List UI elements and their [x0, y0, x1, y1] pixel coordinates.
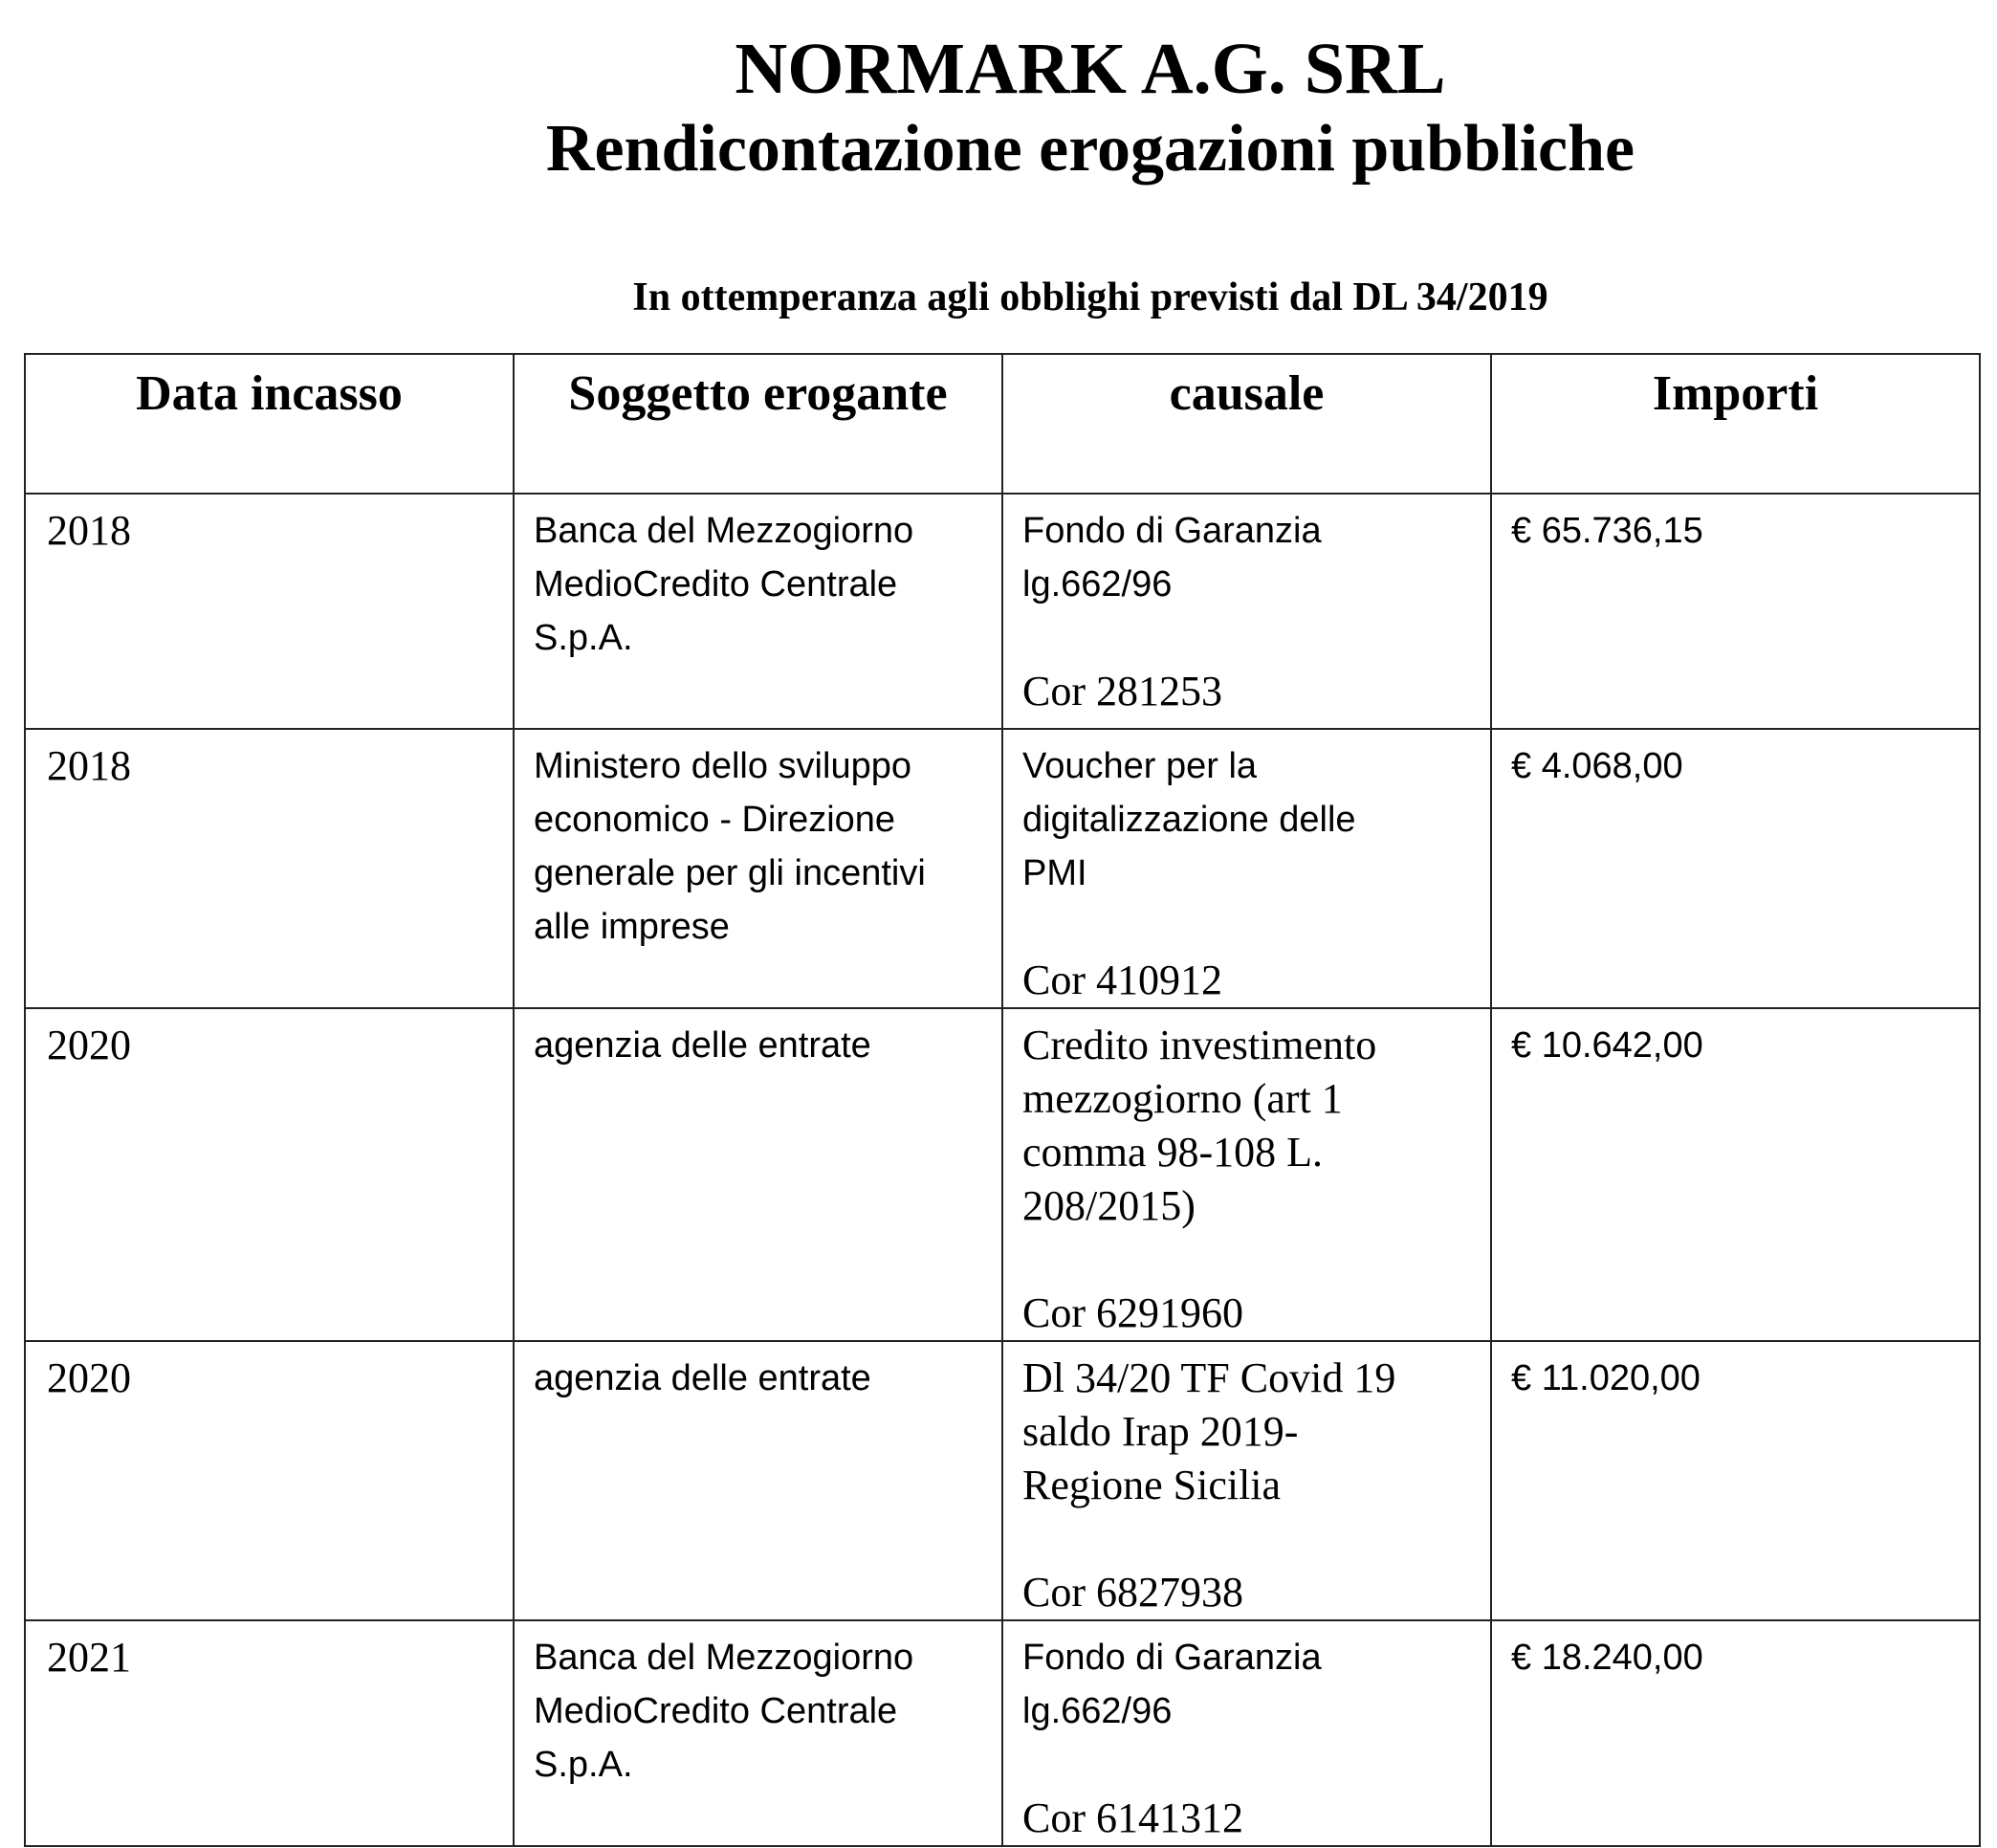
cell-entity: [514, 494, 1002, 729]
column-header-entity: Soggetto erogante: [514, 354, 1002, 494]
amount-text: € 4.068,00: [1511, 746, 1683, 786]
cell-amount: [1491, 729, 1980, 1008]
entity-text: Ministero dello sviluppo economico - Direzione generale per gli incentivi alle imprese: [534, 746, 926, 947]
table-row: [25, 729, 1980, 1008]
cell-entity: [514, 1620, 1002, 1846]
cell-causal: [1002, 494, 1491, 729]
year-text: 2018: [47, 507, 131, 554]
cell-amount: [1491, 1341, 1980, 1620]
year-text: 2020: [47, 1022, 131, 1068]
cor-code: Cor 6827938: [1022, 1569, 1243, 1616]
document-subtitle: In ottemperanza agli obblighi previsti dal DL 34/2019: [632, 275, 1548, 319]
cell-causal: [1002, 1008, 1491, 1341]
causal-text: Fondo di Garanzia lg.662/96: [1022, 1638, 1322, 1731]
year-text: 2020: [47, 1354, 131, 1401]
cell-causal: [1002, 729, 1491, 1008]
amount-text: € 65.736,15: [1511, 511, 1703, 551]
cell-year: [25, 1341, 514, 1620]
cor-code: Cor 281253: [1022, 668, 1222, 715]
cell-causal: [1002, 1620, 1491, 1846]
table-row: [25, 1620, 1980, 1846]
document-title: Rendicontazione erogazioni pubbliche: [545, 112, 1635, 186]
column-header-amount: Importi: [1491, 354, 1980, 494]
cor-code: Cor 6141312: [1022, 1794, 1243, 1841]
year-text: 2018: [47, 742, 131, 789]
company-name: NORMARK A.G. SRL: [735, 29, 1446, 109]
causal-text: Fondo di Garanzia lg.662/96: [1022, 511, 1322, 605]
entity-text: agenzia delle entrate: [534, 1358, 871, 1398]
cell-year: [25, 729, 514, 1008]
amount-text: € 11.020,00: [1511, 1358, 1701, 1398]
cell-year: [25, 1008, 514, 1341]
cell-year: [25, 1620, 514, 1846]
cell-amount: [1491, 1620, 1980, 1846]
causal-text: Credito investimento mezzogiorno (art 1 comma 98-108 L. 208/2015): [1022, 1022, 1377, 1229]
entity-text: agenzia delle entrate: [534, 1025, 871, 1066]
causal-text: Voucher per la digitalizzazione delle PMI: [1022, 746, 1356, 893]
cell-causal: [1002, 1341, 1491, 1620]
cell-entity: [514, 729, 1002, 1008]
column-header-causal: causale: [1002, 354, 1491, 494]
cor-code: Cor 410912: [1022, 957, 1222, 1003]
entity-text: Banca del Mezzogiorno MedioCredito Centrale S.p.A.: [534, 511, 914, 658]
cell-amount: [1491, 494, 1980, 729]
causal-text: Dl 34/20 TF Covid 19 saldo Irap 2019- Regione Sicilia: [1022, 1354, 1396, 1508]
cell-entity: [514, 1341, 1002, 1620]
cell-year: [25, 494, 514, 729]
table-header-row: [25, 354, 1980, 494]
cell-entity: [514, 1008, 1002, 1341]
table-row: [25, 1008, 1980, 1341]
cor-code: Cor 6291960: [1022, 1289, 1243, 1336]
table-row: [25, 1341, 1980, 1620]
amount-text: € 10.642,00: [1511, 1025, 1703, 1066]
cell-amount: [1491, 1008, 1980, 1341]
table-row: [25, 494, 1980, 729]
amount-text: € 18.240,00: [1511, 1638, 1703, 1678]
year-text: 2021: [47, 1634, 131, 1681]
entity-text: Banca del Mezzogiorno MedioCredito Centrale S.p.A.: [534, 1638, 914, 1785]
column-header-date: Data incasso: [25, 354, 514, 494]
grants-table: [24, 353, 1981, 1847]
